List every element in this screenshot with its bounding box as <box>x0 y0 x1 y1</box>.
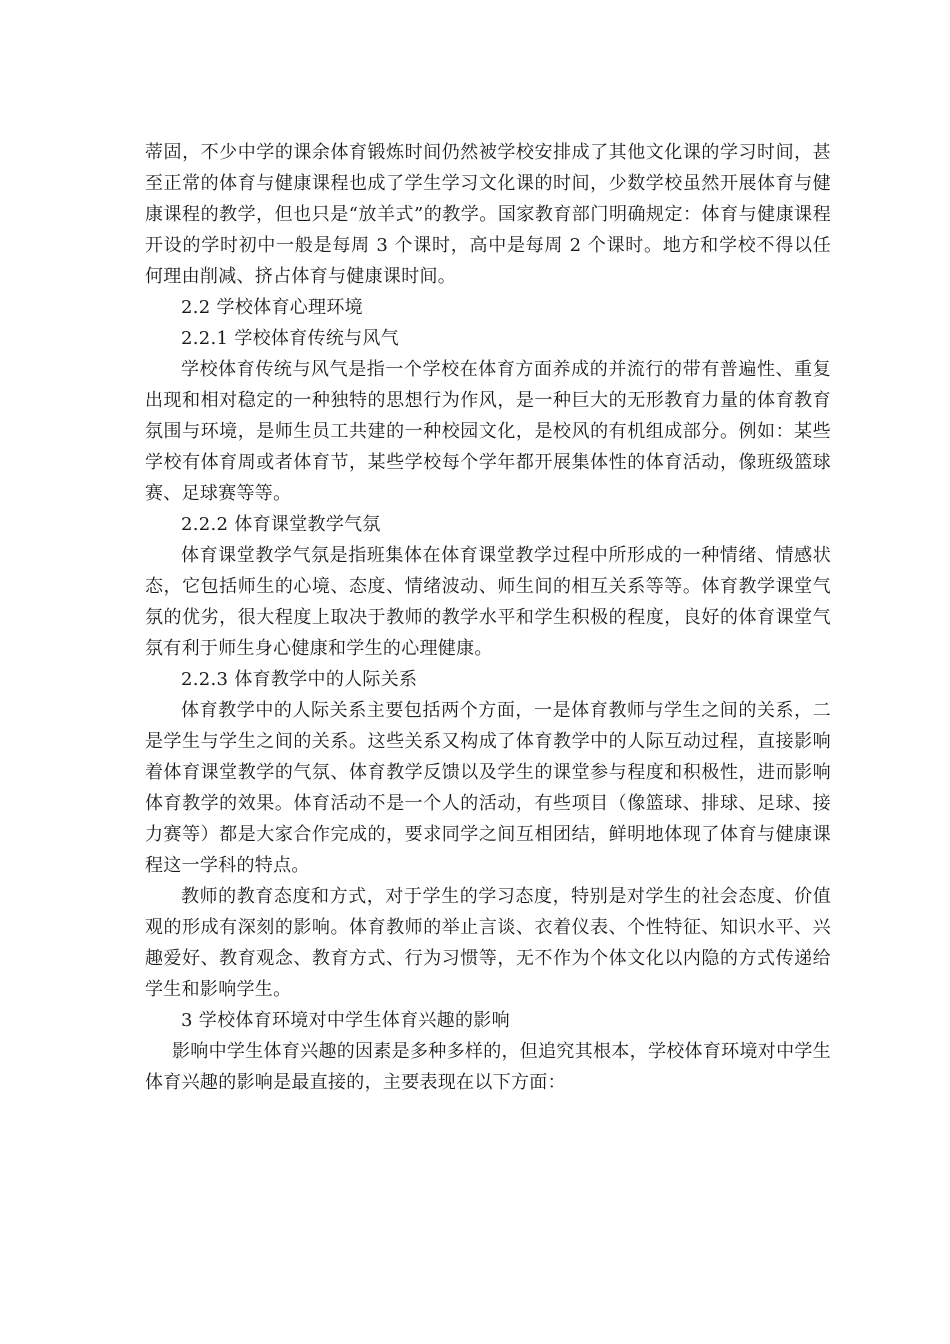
paragraph-continuation: 蒂固，不少中学的课余体育锻炼时间仍然被学校安排成了其他文化课的学习时间，甚至正常的体育与健康课程也成了学生学习文化课的时间，少数学校虽然开展体育与健康课程的教学，但也只是“放羊式”的教学。国家教育部门明确规定：体育与健康课程开设的学时初中一般是每周 3 个课时，高中是每周 2 个课时。地方和学校不得以任何理由削减、挤占体育与健康课时间。 <box>145 142 831 287</box>
paragraph-tradition: 学校体育传统与风气是指一个学校在体育方面养成的并流行的带有普遍性、重复出现和相对稳定的一种独特的思想行为作风，是一种巨大的无形教育力量的体育教育氛围与环境，是师生员工共建的一种校园文化，是校风的有机组成部分。例如：某些学校有体育周或者体育节，某些学校每个学年都开展集体性的体育活动，像班级篮球赛、足球赛等等。 <box>145 359 831 504</box>
subsection-heading-2-2-3: 2.2.3 体育教学中的人际关系 <box>181 669 418 690</box>
section-heading-3: 3 学校体育环境对中学生体育兴趣的影响 <box>181 1010 510 1031</box>
paragraph-influence: 影响中学生体育兴趣的因素是多种多样的，但追究其根本，学校体育环境对中学生体育兴趣的影响是最直接的，主要表现在以下方面： <box>145 1041 831 1093</box>
subsection-heading-2-2-2: 2.2.2 体育课堂教学气氛 <box>181 514 381 535</box>
paragraph-teacher-attitude: 教师的教育态度和方式，对于学生的学习态度，特别是对学生的社会态度、价值观的形成有深刻的影响。体育教师的举止言谈、衣着仪表、个性特征、知识水平、兴趣爱好、教育观念、教育方式、行为习惯等，无不作为个体文化以内隐的方式传递给学生和影响学生。 <box>145 886 831 1000</box>
section-heading-2-2: 2.2 学校体育心理环境 <box>181 297 363 318</box>
paragraph-classroom-atmosphere: 体育课堂教学气氛是指班集体在体育课堂教学过程中所形成的一种情绪、情感状态，它包括师生的心境、态度、情绪波动、师生间的相互关系等等。体育教学课堂气氛的优劣，很大程度上取决于教师的教学水平和学生积极的程度，良好的体育课堂气氛有利于师生身心健康和学生的心理健康。 <box>145 545 831 659</box>
subsection-heading-2-2-1: 2.2.1 学校体育传统与风气 <box>181 328 400 349</box>
paragraph-relationships: 体育教学中的人际关系主要包括两个方面，一是体育教师与学生之间的关系，二是学生与学生之间的关系。这些关系又构成了体育教学中的人际互动过程，直接影响着体育课堂教学的气氛、体育教学反馈以及学生的课堂参与程度和积极性，进而影响体育教学的效果。体育活动不是一个人的活动，有些项目（像篮球、排球、足球、接力赛等）都是大家合作完成的，要求同学之间互相团结，鲜明地体现了体育与健康课程这一学科的特点。 <box>145 700 831 876</box>
document-body <box>145 137 831 1098</box>
